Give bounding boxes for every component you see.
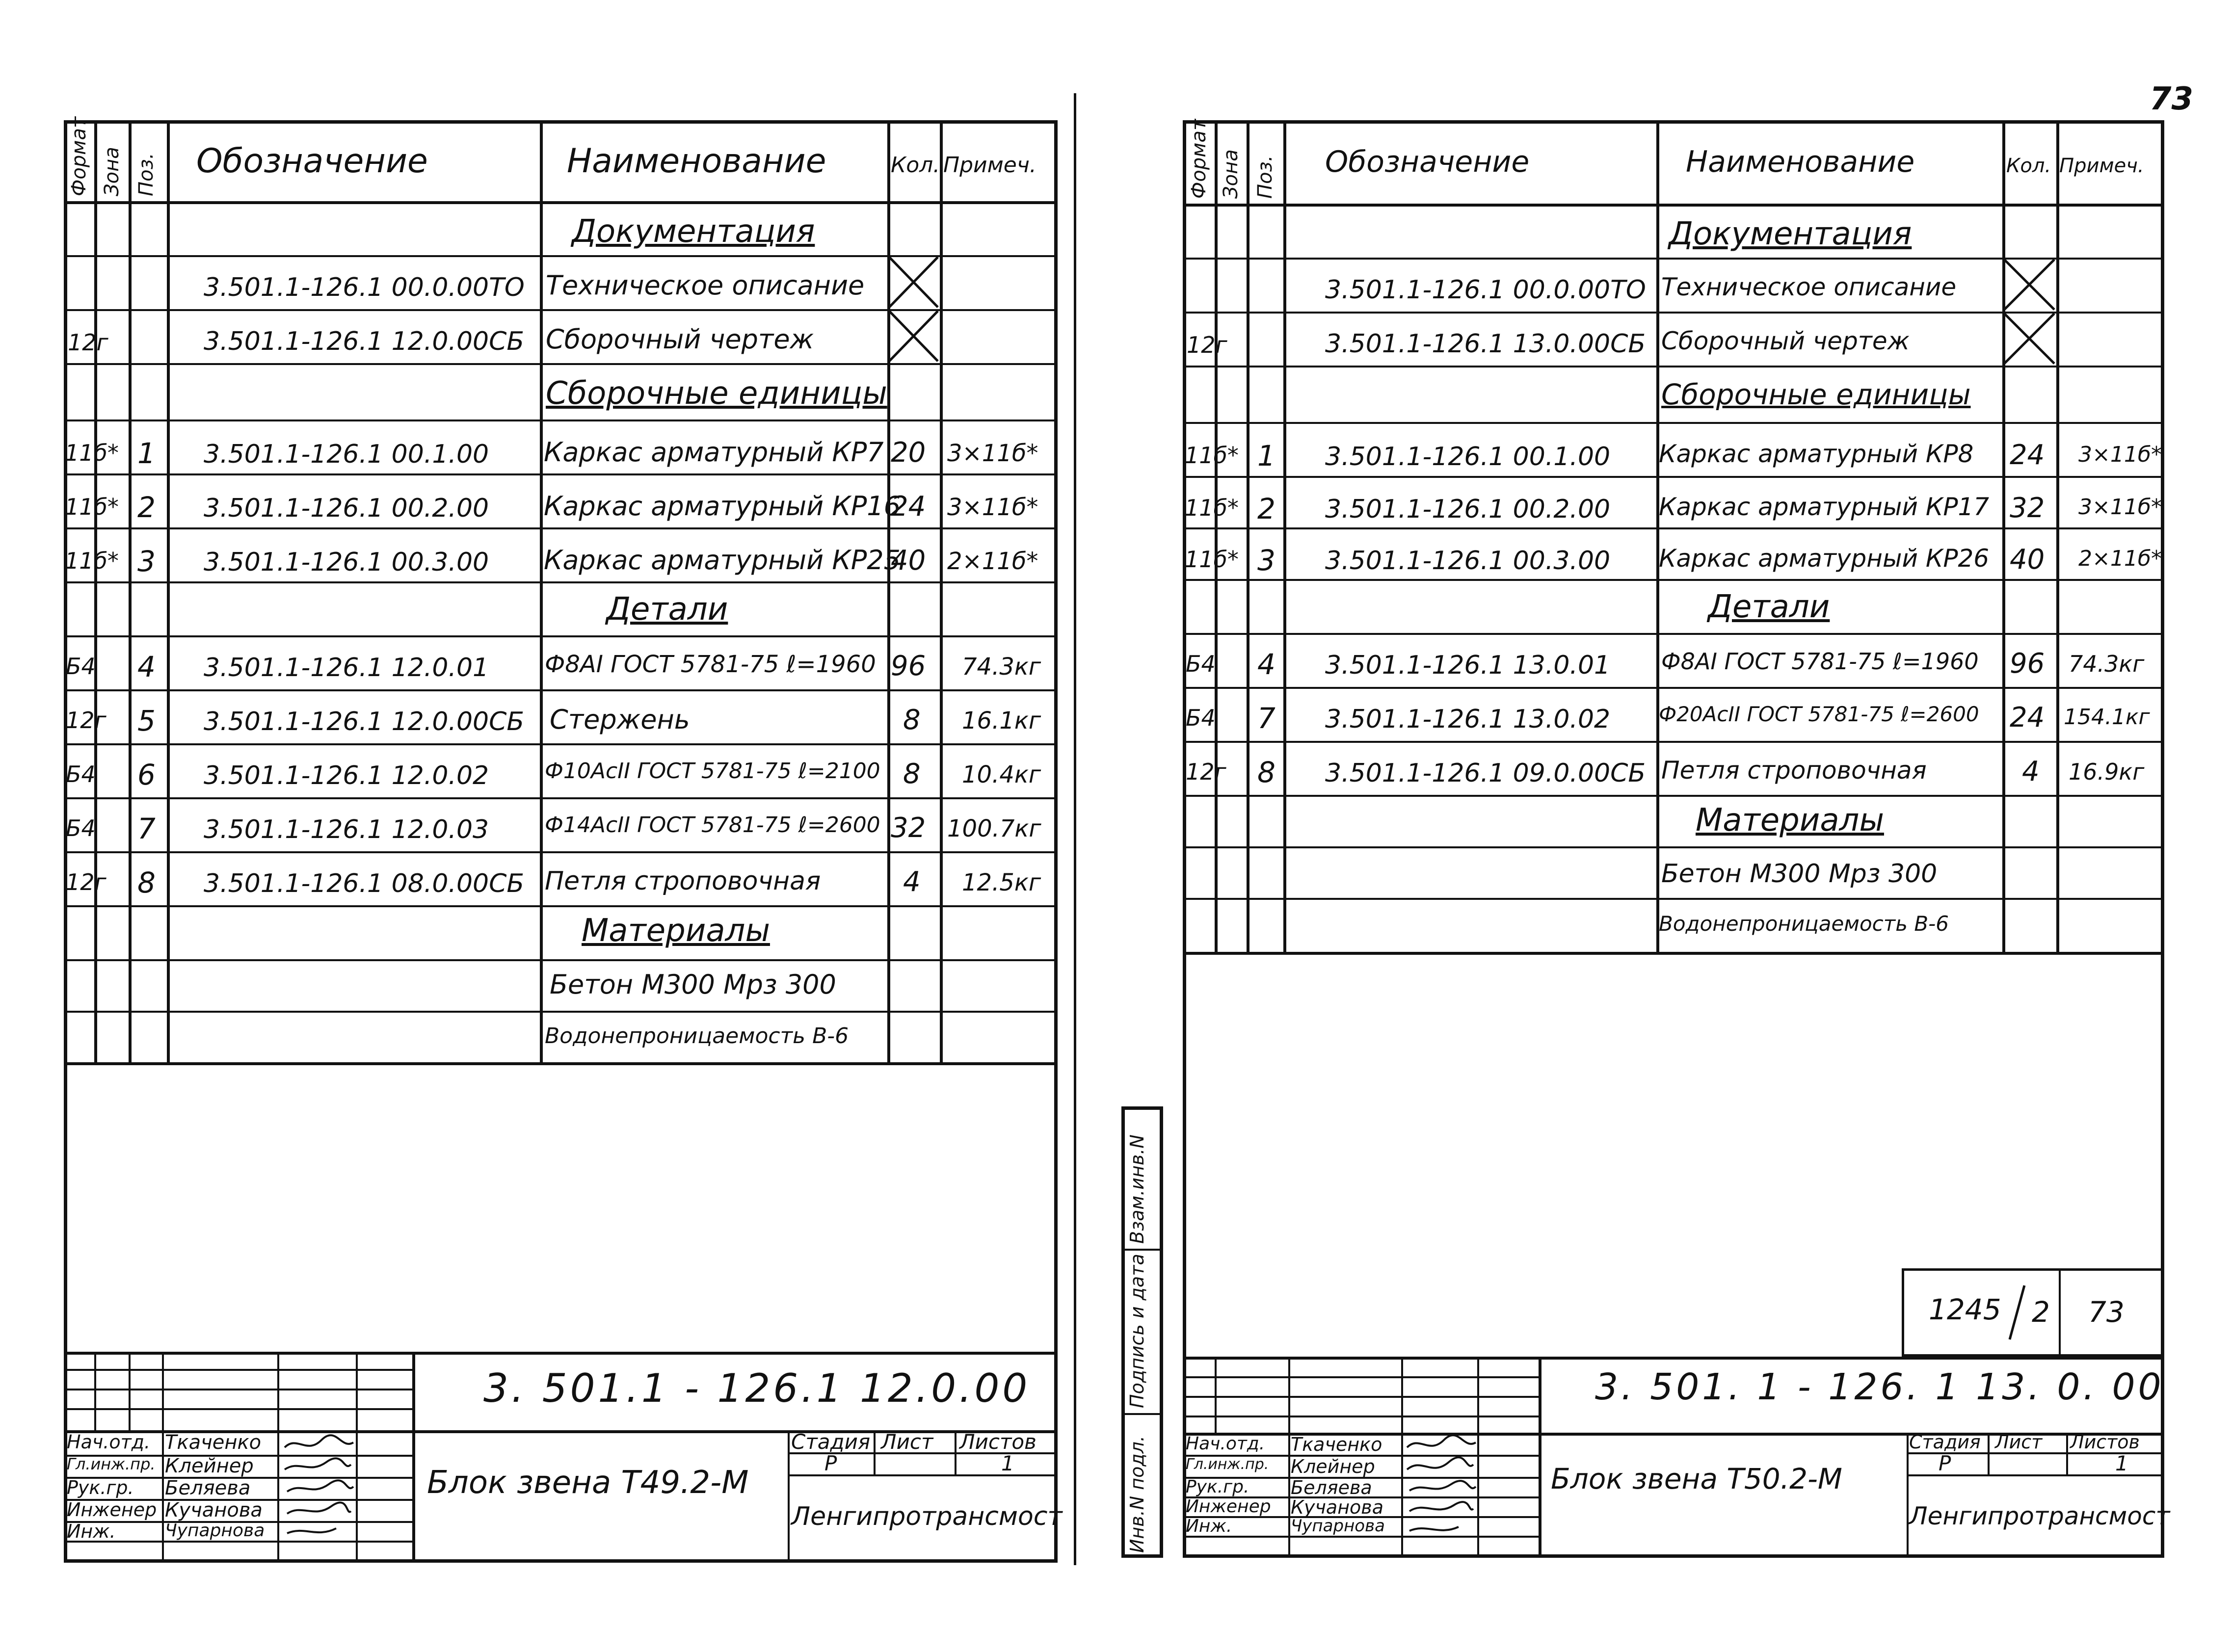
right-header-name: Наименование xyxy=(1686,145,1915,179)
cross-mark-icon xyxy=(887,309,940,363)
slash-icon xyxy=(2007,1283,2027,1342)
left-doc-name: Сборочный чертеж xyxy=(546,324,814,355)
side-label-sign-date: Подпись и дата xyxy=(1126,1254,1148,1408)
left-part-pos: 4 xyxy=(137,650,156,683)
left-assembly-designation: 3.501.1-126.1 00.3.00 xyxy=(204,548,489,577)
left-part-qty: 8 xyxy=(903,758,921,790)
page-number: 73 xyxy=(2150,81,2194,117)
right-assembly-note: 3×11б* xyxy=(2078,442,2162,467)
left-assembly-qty: 20 xyxy=(891,437,926,469)
left-specification-sheet xyxy=(0,0,1104,1652)
left-part-note: 100.7кг xyxy=(947,815,1041,842)
left-section-assemblies: Сборочные единицы xyxy=(546,375,887,412)
left-stamp-stage-label: Стадия xyxy=(791,1430,871,1454)
right-assembly-pos: 3 xyxy=(1257,544,1275,577)
right-assembly-note: 3×11б* xyxy=(2078,495,2162,520)
cross-mark-icon xyxy=(887,255,940,309)
left-section-docs: Документация xyxy=(572,213,815,250)
right-assembly-format: 11б* xyxy=(1185,495,1239,521)
left-part-designation: 3.501.1-126.1 12.0.00СБ xyxy=(204,707,525,736)
right-part-name: Ф8AI ГОСТ 5781-75 ℓ=1960 xyxy=(1661,648,1979,675)
right-header-qty: Кол. xyxy=(2006,155,2051,177)
right-material-name: Бетон М300 Мрз 300 xyxy=(1661,859,1938,889)
right-assembly-note: 2×11б* xyxy=(2078,546,2162,571)
left-part-format: Б4 xyxy=(66,815,96,841)
left-part-note: 16.1кг xyxy=(962,707,1041,734)
right-stamp-role: Инж. xyxy=(1186,1516,1232,1536)
left-stamp-role: Гл.инж.пр. xyxy=(67,1455,156,1473)
cross-mark-icon xyxy=(2002,312,2056,366)
left-assembly-pos: 3 xyxy=(137,545,156,578)
right-part-format: Б4 xyxy=(1186,705,1216,731)
right-assembly-format: 11б* xyxy=(1185,442,1239,469)
right-assembly-qty: 24 xyxy=(2010,439,2045,471)
left-part-name: Ф8AI ГОСТ 5781-75 ℓ=1960 xyxy=(545,651,876,678)
left-part-note: 12.5кг xyxy=(962,869,1041,896)
left-doc-designation: 3.501.1-126.1 12.0.00СБ xyxy=(204,327,525,356)
right-stamp-person: Чупарнова xyxy=(1291,1516,1385,1536)
left-assembly-designation: 3.501.1-126.1 00.1.00 xyxy=(204,440,489,469)
left-part-name: Стержень xyxy=(550,704,690,735)
left-assembly-format: 11б* xyxy=(65,440,119,466)
right-part-designation: 3.501.1-126.1 13.0.01 xyxy=(1325,651,1611,680)
left-assembly-name: Каркас арматурный КР7 xyxy=(544,437,884,468)
right-part-qty: 96 xyxy=(2010,648,2045,680)
left-header-zone: Зона xyxy=(101,147,123,196)
right-part-pos: 4 xyxy=(1257,648,1275,681)
left-assembly-format: 11б* xyxy=(65,548,119,574)
right-header-designation: Обозначение xyxy=(1325,145,1530,179)
right-assembly-name: Каркас арматурный КР26 xyxy=(1659,544,1990,573)
left-stamp-role: Нач.отд. xyxy=(67,1431,151,1453)
left-part-qty: 96 xyxy=(891,650,926,682)
right-material-name: Водонепроницаемость В-6 xyxy=(1659,912,1949,936)
album-page: 73 xyxy=(2088,1295,2125,1329)
right-stamp-org: Ленгипротрансмост xyxy=(1909,1502,2170,1530)
right-doc-name: Техническое описание xyxy=(1661,273,1957,301)
left-part-format: Б4 xyxy=(66,653,96,680)
left-header-designation: Обозначение xyxy=(196,142,428,181)
right-assembly-designation: 3.501.1-126.1 00.1.00 xyxy=(1325,442,1611,472)
left-doc-designation: 3.501.1-126.1 00.0.00ТО xyxy=(204,273,525,302)
left-assembly-name: Каркас арматурный КР16 xyxy=(544,491,901,522)
right-part-designation: 3.501.1-126.1 09.0.00СБ xyxy=(1325,759,1646,788)
right-stamp-stage-label: Стадия xyxy=(1909,1431,1981,1453)
left-section-parts: Детали xyxy=(606,591,728,628)
right-part-format: Б4 xyxy=(1186,651,1216,677)
left-doc-format: 12г xyxy=(68,329,108,356)
left-part-designation: 3.501.1-126.1 08.0.00СБ xyxy=(204,869,525,898)
right-specification-sheet xyxy=(1104,0,2232,1652)
left-material-name: Бетон М300 Мрз 300 xyxy=(550,969,836,1000)
left-part-name: Петля строповочная xyxy=(545,866,821,896)
left-header-format: Формат xyxy=(68,116,90,196)
left-assembly-pos: 2 xyxy=(137,491,156,524)
right-stamp-sheets: 1 xyxy=(2115,1451,2128,1475)
left-assembly-pos: 1 xyxy=(137,437,156,470)
right-part-qty: 24 xyxy=(2010,702,2045,734)
left-part-name: Ф14АсII ГОСТ 5781-75 ℓ=2600 xyxy=(545,813,880,838)
right-assembly-format: 11б* xyxy=(1185,546,1239,573)
right-part-pos: 7 xyxy=(1257,702,1275,735)
right-section-assemblies: Сборочные единицы xyxy=(1661,378,1971,411)
album-part: 2 xyxy=(2032,1295,2050,1329)
left-stamp-title: Блок звена Т49.2-М xyxy=(427,1465,749,1501)
right-part-note: 16.9кг xyxy=(2069,759,2145,785)
left-part-note: 74.3кг xyxy=(962,653,1041,681)
right-doc-designation: 3.501.1-126.1 13.0.00СБ xyxy=(1325,329,1646,359)
left-stamp-person: Ткаченко xyxy=(165,1431,262,1454)
album-code: 1245 xyxy=(1929,1293,2001,1326)
left-assembly-format: 11б* xyxy=(65,494,119,520)
left-part-pos: 5 xyxy=(137,704,156,737)
right-section-parts: Детали xyxy=(1708,589,1830,625)
left-assembly-note: 3×11б* xyxy=(947,440,1038,467)
left-part-pos: 7 xyxy=(137,812,156,845)
left-assembly-name: Каркас арматурный КР25 xyxy=(544,545,901,576)
side-label-replace-inv: Взам.инв.N xyxy=(1126,1134,1148,1244)
left-assembly-note: 2×11б* xyxy=(947,548,1038,575)
left-part-qty: 4 xyxy=(903,866,921,898)
right-stamp-title: Блок звена Т50.2-М xyxy=(1551,1462,1842,1495)
right-assembly-qty: 40 xyxy=(2010,544,2045,576)
left-stamp-role: Инженер xyxy=(67,1499,157,1521)
right-stamp-stage: Р xyxy=(1939,1451,1951,1475)
left-part-format: Б4 xyxy=(66,761,96,787)
right-header-zone: Зона xyxy=(1220,149,1242,199)
right-header-pos: Поз. xyxy=(1254,155,1276,199)
right-part-name: Ф20АсII ГОСТ 5781-75 ℓ=2600 xyxy=(1659,702,1979,726)
left-stamp-person: Кучанова xyxy=(165,1499,263,1521)
right-stamp-code: 3. 501. 1 - 126. 1 13. 0. 00 xyxy=(1595,1366,2164,1408)
left-assembly-note: 3×11б* xyxy=(947,494,1038,521)
left-part-qty: 32 xyxy=(891,812,926,844)
left-stamp-person: Клейнер xyxy=(165,1455,254,1477)
left-header-note: Примеч. xyxy=(943,153,1036,178)
right-part-designation: 3.501.1-126.1 13.0.02 xyxy=(1325,705,1611,734)
right-doc-format: 12г xyxy=(1187,332,1227,358)
left-part-designation: 3.501.1-126.1 12.0.03 xyxy=(204,815,489,844)
left-stamp-stage: Р xyxy=(824,1451,837,1475)
left-part-designation: 3.501.1-126.1 12.0.02 xyxy=(204,761,489,790)
right-stamp-person: Ткаченко xyxy=(1291,1434,1382,1455)
left-stamp-sheets: 1 xyxy=(1001,1451,1014,1475)
right-assembly-pos: 1 xyxy=(1257,439,1275,472)
left-material-name: Водонепроницаемость В-6 xyxy=(545,1023,849,1049)
left-header-name: Наименование xyxy=(567,142,826,181)
left-assembly-designation: 3.501.1-126.1 00.2.00 xyxy=(204,494,489,523)
right-stamp-sheets-label: Листов xyxy=(2070,1431,2140,1453)
right-part-pos: 8 xyxy=(1257,756,1275,789)
right-header-note: Примеч. xyxy=(2059,155,2144,177)
side-label-inv-orig: Инв.N подл. xyxy=(1126,1436,1148,1553)
left-part-name: Ф10АсII ГОСТ 5781-75 ℓ=2100 xyxy=(545,759,880,784)
right-section-materials: Материалы xyxy=(1696,802,1884,839)
right-stamp-role: Нач.отд. xyxy=(1186,1434,1265,1454)
left-assembly-qty: 24 xyxy=(891,491,926,523)
right-header-format: Формат xyxy=(1188,119,1210,199)
left-stamp-person: Беляева xyxy=(165,1477,251,1499)
right-stamp-role: Рук.гр. xyxy=(1186,1477,1249,1497)
left-doc-name: Техническое описание xyxy=(546,270,865,301)
left-header-qty: Кол. xyxy=(891,153,940,178)
right-part-format: 12г xyxy=(1186,759,1226,785)
right-stamp-person: Клейнер xyxy=(1291,1456,1375,1477)
right-part-name: Петля строповочная xyxy=(1661,756,1927,785)
right-doc-designation: 3.501.1-126.1 00.0.00ТО xyxy=(1325,275,1646,305)
left-part-note: 10.4кг xyxy=(962,761,1041,788)
right-part-note: 74.3кг xyxy=(2069,651,2145,677)
signature-icon xyxy=(282,1433,356,1541)
right-assembly-name: Каркас арматурный КР8 xyxy=(1659,440,1974,468)
left-stamp-code: 3. 501.1 - 126.1 12.0.00 xyxy=(483,1365,1031,1411)
right-stamp-person: Кучанова xyxy=(1291,1496,1383,1518)
left-stamp-sheets-label: Листов xyxy=(959,1430,1036,1454)
signature-icon xyxy=(1405,1433,1478,1538)
left-stamp-org: Ленгипротрансмост xyxy=(791,1502,1063,1531)
right-part-note: 154.1кг xyxy=(2064,705,2150,730)
right-assembly-qty: 32 xyxy=(2010,492,2045,524)
right-stamp-sheet-label: Лист xyxy=(1995,1431,2043,1453)
sheet-divider xyxy=(1074,93,1076,1565)
left-part-pos: 6 xyxy=(137,758,156,791)
left-stamp-person: Чупарнова xyxy=(165,1521,265,1541)
left-part-format: 12г xyxy=(66,707,106,734)
right-assembly-designation: 3.501.1-126.1 00.2.00 xyxy=(1325,495,1611,524)
left-assembly-qty: 40 xyxy=(891,545,926,577)
right-part-qty: 4 xyxy=(2022,756,2040,787)
right-assembly-designation: 3.501.1-126.1 00.3.00 xyxy=(1325,546,1611,576)
left-part-pos: 8 xyxy=(137,866,156,899)
left-section-materials: Материалы xyxy=(582,913,770,949)
left-part-designation: 3.501.1-126.1 12.0.01 xyxy=(204,653,489,682)
right-assembly-name: Каркас арматурный КР17 xyxy=(1659,493,1990,521)
right-stamp-person: Беляева xyxy=(1291,1477,1372,1498)
left-part-format: 12г xyxy=(66,869,106,895)
left-header-pos: Поз. xyxy=(135,153,158,196)
left-stamp-role: Рук.гр. xyxy=(67,1477,134,1498)
left-stamp-role: Инж. xyxy=(67,1521,116,1542)
left-part-qty: 8 xyxy=(903,704,921,736)
right-assembly-pos: 2 xyxy=(1257,492,1275,525)
right-stamp-role: Инженер xyxy=(1186,1496,1271,1517)
right-doc-name: Сборочный чертеж xyxy=(1661,327,1910,355)
left-stamp-sheet-label: Лист xyxy=(881,1430,933,1454)
right-stamp-role: Гл.инж.пр. xyxy=(1186,1456,1269,1473)
right-section-docs: Документация xyxy=(1669,216,1912,252)
cross-mark-icon xyxy=(2002,258,2056,312)
